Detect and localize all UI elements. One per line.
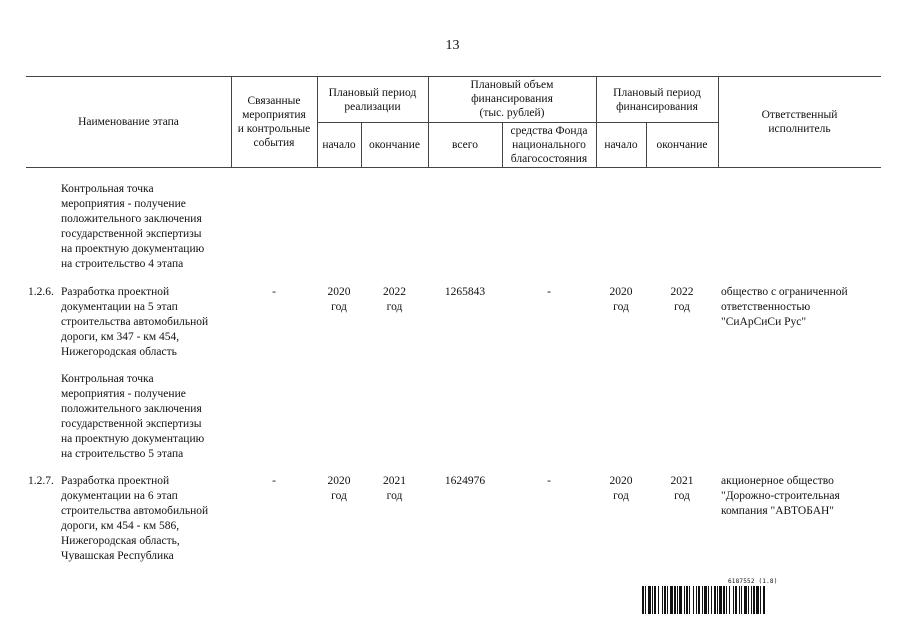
header-plan-period: Плановый период реализации: [328, 87, 417, 113]
row-start: 2020 год: [327, 286, 351, 313]
page-number: 13: [445, 38, 460, 53]
row-name: Разработка проектной документации на 6 этап строительства автомобильной дороги, км 454 - км 586, Нижегородская область, Чувашская Республика: [61, 475, 209, 562]
header-responsible: Ответственный исполнитель: [761, 109, 838, 135]
row-fin-start: 2020 год: [609, 475, 633, 502]
header-related: Связанные мероприятия и контрольные события: [237, 95, 311, 149]
row-end: 2021 год: [383, 475, 406, 502]
row-related: -: [272, 475, 276, 487]
row-fund: -: [547, 286, 551, 298]
header-plan-fin-period: Плановый период финансирования: [613, 87, 701, 113]
table-header-bottom-border: [26, 167, 881, 168]
subheader-divider-period: [317, 122, 428, 123]
row-number: 1.2.7.: [28, 475, 54, 487]
row-responsible: акционерное общество "Дорожно-строительная компания "АВТОБАН": [721, 475, 840, 517]
row-responsible: общество с ограниченной ответственностью "СиАрСиСи Рус": [721, 286, 848, 328]
barcode-graphic: [642, 578, 856, 614]
checkpoint-stage-4: Контрольная точка мероприятия - получение положительного заключения государственной экспертизы на проектную документацию на строительство 4 этапа: [61, 183, 205, 270]
row-related: -: [272, 286, 276, 298]
barcode-number: 6187552 (1.8): [728, 578, 778, 585]
subheader-divider-fin-period: [596, 122, 718, 123]
checkpoint-stage-5: Контрольная точка мероприятия - получение положительного заключения государственной экспертизы на проектную документацию на строительство 5 этапа: [61, 373, 205, 460]
subheader-start: начало: [322, 139, 356, 151]
row-fund: -: [547, 475, 551, 487]
row-fin-start: 2020 год: [609, 286, 633, 313]
subheader-fin-start: начало: [604, 139, 638, 151]
row-fin-end: 2021 год: [670, 475, 694, 502]
row-name: Разработка проектной документации на 5 этап строительства автомобильной дороги, км 347 - км 454, Нижегородская область: [61, 286, 209, 358]
subheader-divider-volume: [428, 122, 596, 123]
subheader-end: окончание: [369, 139, 420, 151]
row-total: 1624976: [444, 475, 486, 487]
row-fin-end: 2022 год: [670, 286, 694, 313]
row-total: 1265843: [444, 286, 486, 298]
table-top-border: [26, 76, 881, 77]
row-end: 2022 год: [383, 286, 406, 313]
header-name: Наименование этапа: [78, 116, 179, 128]
barcode: [642, 578, 856, 614]
subheader-fund: средства Фонда национального благосостояния: [510, 125, 588, 165]
header-plan-volume: Плановый объем финансирования (тыс. рублей): [470, 79, 554, 119]
subheader-total: всего: [452, 139, 478, 151]
row-number: 1.2.6.: [28, 286, 54, 298]
row-start: 2020 год: [327, 475, 351, 502]
subheader-fin-end: окончание: [656, 139, 708, 151]
